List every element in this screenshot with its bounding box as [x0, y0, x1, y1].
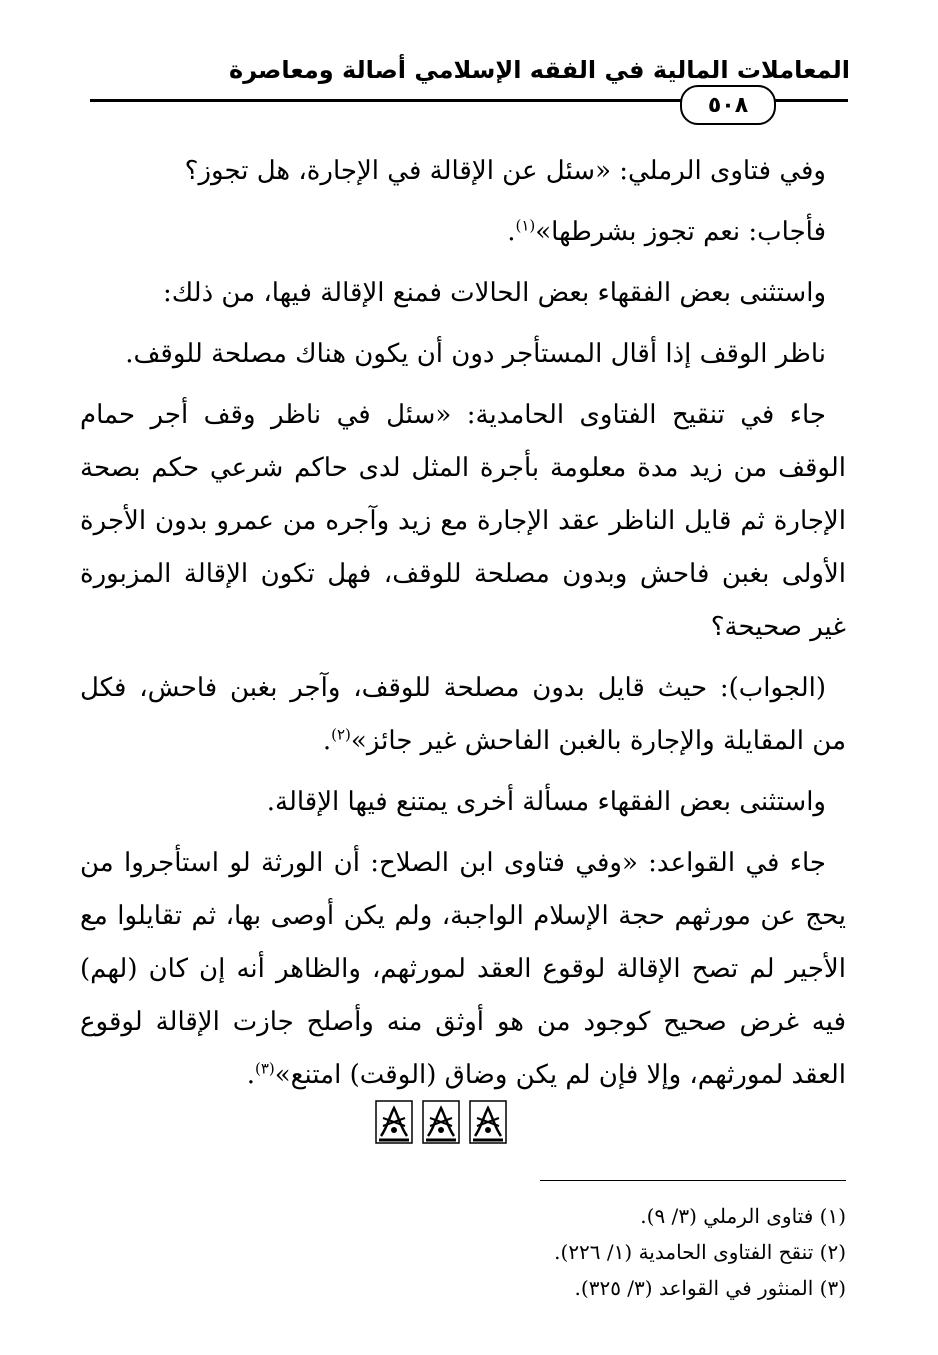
paragraph	[80, 662, 846, 768]
paragraph-text: (الجواب): حيث قايل بدون مصلحة للوقف، وآجر بغبن فاحش، فكل من المقايلة والإجارة بالغبن الفاحش غير جائز»	[80, 673, 846, 756]
period: .	[507, 217, 516, 247]
floral-ornament-icon	[469, 1100, 507, 1144]
footnote-ref[interactable]: (١)	[515, 216, 536, 235]
paragraph-text: ناظر الوقف إذا أقال المستأجر دون أن يكون هناك مصلحة للوقف.	[125, 339, 826, 369]
paragraph	[80, 145, 846, 198]
footnote-item: (١) فتاوى الرملي (٣/ ٩).	[640, 1204, 846, 1228]
paragraph	[80, 389, 846, 654]
footnote-rule	[540, 1180, 846, 1181]
paragraph-text: فأجاب: نعم تجوز بشرطها»	[535, 217, 826, 247]
footnote-ref[interactable]: (٢)	[331, 725, 351, 744]
paragraph	[80, 267, 846, 320]
floral-ornament-icon	[375, 1100, 413, 1144]
running-header-title: المعاملات المالية في الفقه الإسلامي أصالة ومعاصرة	[229, 56, 850, 84]
paragraph-text: جاء في القواعد: «وفي فتاوى ابن الصلاح: أن الورثة لو استأجروا من يحج عن مورثهم حجة الإسلام الواجبة، ولم يكن أوصى بها، ثم تقايلوا مع الأجير لم تصح الإقالة لوقوع العقد لمورثهم، والظاهر أنه إن كان (لهم) فيه غرض صحيح كوجود من هو أوثق منه وأصلح جازت الإقالة لوقوع العقد لمورثهم، وإلا فإن لم يكن وضاق (الوقت) امتنع»	[80, 848, 846, 1090]
floral-ornament-icon	[422, 1100, 460, 1144]
section-end-ornament	[375, 1100, 507, 1144]
body-text	[80, 145, 846, 1110]
period: .	[322, 726, 332, 756]
period: .	[246, 1060, 255, 1090]
paragraph	[80, 206, 846, 259]
paragraph	[80, 328, 846, 381]
footnote-item: (٢) تنقح الفتاوى الحامدية (١/ ٢٢٦).	[554, 1240, 846, 1264]
paragraph-text: واستثنى بعض الفقهاء بعض الحالات فمنع الإقالة فيها، من ذلك:	[162, 278, 826, 308]
footnote-item: (٣) المنثور في القواعد (٣/ ٣٢٥).	[574, 1276, 846, 1300]
paragraph	[80, 837, 846, 1102]
paragraph	[80, 776, 846, 829]
paragraph-text: واستثنى بعض الفقهاء مسألة أخرى يمتنع فيها الإقالة.	[266, 787, 826, 817]
footnote-ref[interactable]: (٣)	[254, 1059, 275, 1078]
paragraph-text: جاء في تنقيح الفتاوى الحامدية: «سئل في ناظر وقف أجر حمام الوقف من زيد مدة معلومة بأجرة المثل لدى حاكم شرعي حكم بصحة الإجارة ثم قايل الناظر عقد الإجارة مع زيد وآجره من عمرو بدون الأجرة الأولى بغبن فاحش وبدون مصلحة للوقف، فهل تكون الإقالة المزبورة غير صحيحة؟	[80, 400, 846, 642]
page-number: ٥٠٨	[680, 85, 776, 125]
paragraph-text: وفي فتاوى الرملي: «سئل عن الإقالة في الإجارة، هل تجوز؟	[184, 156, 826, 186]
footnotes	[86, 1198, 846, 1306]
